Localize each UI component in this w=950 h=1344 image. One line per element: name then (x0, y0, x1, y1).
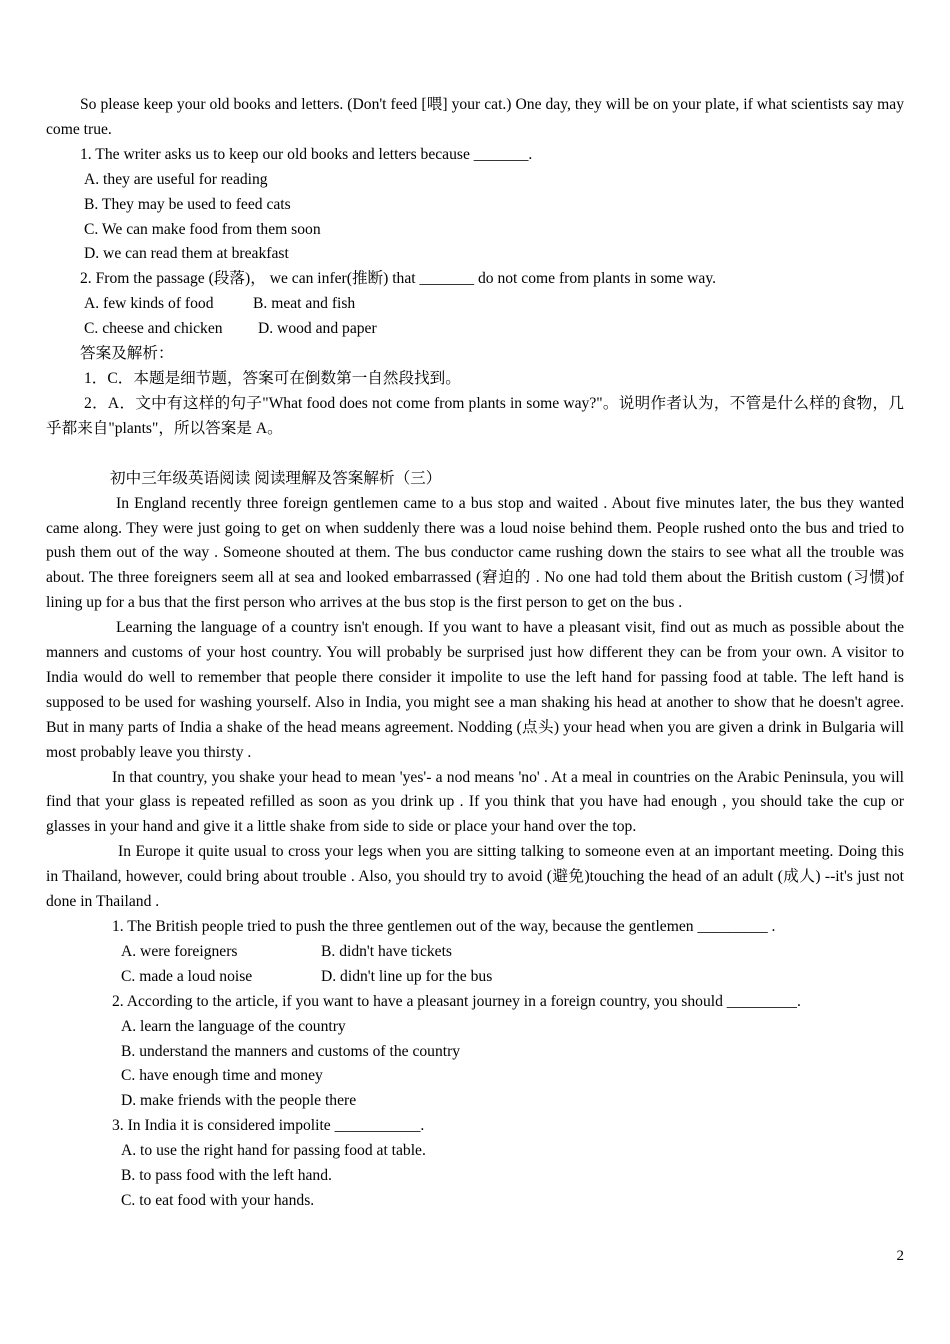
passage-question-2-option-b: B. understand the manners and customs of the country (121, 1042, 461, 1060)
passage-paragraph-3: In that country, you shake your head to mean 'yes'- a nod means 'no' . At a meal in countries on the Arabic Peninsula, you will find that your glass is repeated refilled as soon as you drink up . If you think that you have had enough , you should take the cup or glasses in your hand and give it a little shake from side to side or place your hand over the top. (46, 768, 904, 836)
question-1-option-d: D. we can read them at breakfast (84, 245, 289, 263)
question-2-stem: 2. From the passage (段落)， we can infer(推断) that _______ do not come from plants in some way. (80, 270, 717, 288)
passage-question-3-option-a: A. to use the right hand for passing food at table. (121, 1142, 426, 1160)
page-number: 2 (896, 1248, 904, 1264)
passage-question-1-option-b: B. didn't have tickets (321, 942, 453, 960)
passage-question-3-option-c: C. to eat food with your hands. (121, 1191, 315, 1209)
question-2-option-c: C. cheese and chicken (84, 320, 223, 338)
answer-2: 2．A．文中有这样的句子"What food does not come from plants in some way?"。说明作者认为，不管是什么样的食物，几乎都来自"plants"，所以答案是 A。 (46, 394, 904, 437)
passage-question-1-stem: 1. The British people tried to push the three gentlemen out of the way, because the gentlemen _________ . (112, 918, 776, 935)
question-2-options-row-2 (46, 317, 904, 342)
section-title: 初中三年级英语阅读 阅读理解及答案解析（三） (110, 469, 442, 487)
passage-question-1-options-row-1 (46, 940, 904, 965)
passage-question-2-option-d: D. make friends with the people there (121, 1092, 357, 1110)
question-2-options-row-1 (46, 292, 904, 317)
passage-question-1-option-d: D. didn't line up for the bus (321, 967, 493, 985)
passage-question-2-option-c: C. have enough time and money (121, 1067, 323, 1085)
question-1-option-b: B. They may be used to feed cats (84, 195, 291, 213)
passage-paragraph-1: In England recently three foreign gentlemen came to a bus stop and waited . About five minutes later, the bus they wanted came along. They were just going to get on when suddenly there was a loud noise behind them. People rushed onto the bus and tried to push them out of the way . Someone shouted at them. The bus conductor came rushing down the stairs to see what all the trouble was about. The three foreigners seem all at sea and looked embarrassed (窘迫的 . No one had told them about the British custom (习惯)of lining up for a bus that the first person who arrives at the bus stop is the first person to get on the bus . (46, 494, 904, 612)
question-1-stem: 1. The writer asks us to keep our old books and letters because _______. (80, 145, 533, 163)
passage-paragraph-2: Learning the language of a country isn't enough. If you want to have a pleasant visit, find out as much as possible about the manners and customs of your host country. You will probably be surprised just how different they can be from your own. A visitor to India would do well to remember that people there consider it impolite to use the left hand for passing food at table. The left hand is supposed to be used for washing yourself. Also in India, you might see a man shaking his head at another to show that he doesn't agree. But in many parts of India a shake of the head means agreement. Nodding (点头) your head when you are given a drink in Bulgaria will most probably leave you thirsty . (46, 619, 904, 761)
passage-question-2-option-a: A. learn the language of the country (121, 1017, 346, 1035)
passage-question-1-option-c: C. made a loud noise (121, 967, 253, 985)
passage-question-1-options-row-2 (46, 965, 904, 990)
passage-question-3-stem: 3. In India it is considered impolite ___________. (112, 1117, 425, 1135)
answer-1: 1．C．本题是细节题，答案可在倒数第一自然段找到。 (84, 369, 461, 387)
passage-question-3-option-b: B. to pass food with the left hand. (121, 1167, 332, 1185)
question-2-option-d: D. wood and paper (258, 320, 377, 338)
question-1-option-c: C. We can make food from them soon (84, 220, 321, 238)
intro-paragraph: So please keep your old books and letters. (Don't feed [喂] your cat.) One day, they will be on your plate, if what scientists say may come true. (46, 96, 904, 138)
question-2-option-b: B. meat and fish (253, 295, 356, 313)
question-1-option-a: A. they are useful for reading (84, 170, 268, 188)
spacer (46, 442, 904, 467)
question-2-option-a: A. few kinds of food (84, 295, 214, 313)
passage-question-2-stem: 2. According to the article, if you want to have a pleasant journey in a foreign country, you should _________. (112, 992, 801, 1010)
passage-question-1-option-a: A. were foreigners (121, 942, 238, 960)
passage-paragraph-4: In Europe it quite usual to cross your legs when you are sitting talking to someone even at an important meeting. Doing this in Thailand, however, could bring about trouble . Also, you should try to avoid (避免)touching the head of an adult (成人) --it's just not done in Thailand . (46, 843, 904, 911)
answer-heading: 答案及解析： (80, 345, 174, 363)
document-page (46, 93, 904, 1214)
